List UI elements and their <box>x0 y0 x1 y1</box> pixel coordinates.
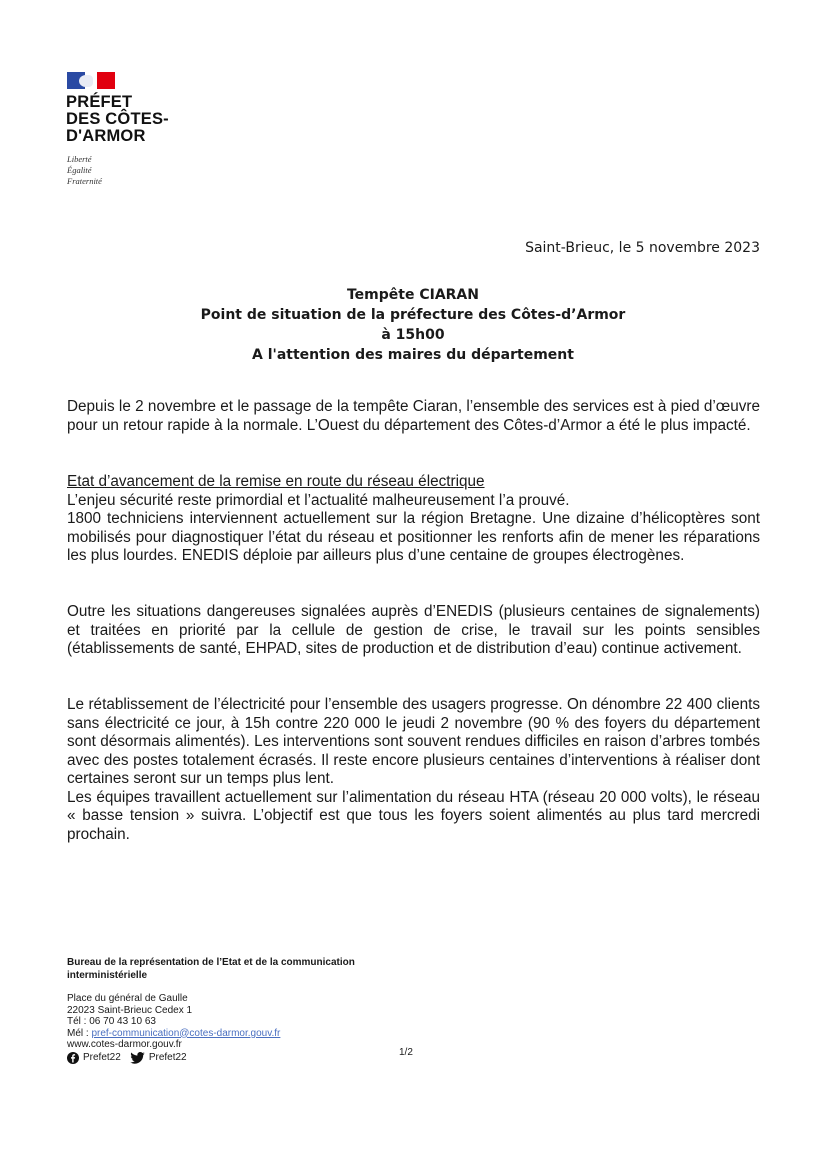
facebook-handle[interactable]: Prefet22 <box>83 1051 121 1063</box>
motto-line: Liberté <box>67 154 92 164</box>
twitter-icon[interactable] <box>130 1052 145 1064</box>
flag-red-band <box>97 72 115 89</box>
document-title <box>0 285 826 365</box>
document-date: Saint-Brieuc, le 5 novembre 2023 <box>525 240 760 256</box>
motto-line: Égalité <box>67 165 92 175</box>
email-line <box>67 1028 397 1040</box>
website-link[interactable]: www.cotes-darmor.gouv.fr <box>67 1039 182 1050</box>
paragraph-text: Les équipes travaillent actuellement sur l’alimentation du réseau HTA (réseau 20 000 volts), le réseau « basse tension » suivra. L’objectif est que tous les foyers soient alimentés au plus tard mercredi prochain. <box>67 788 760 843</box>
paragraph-sensitive-points <box>67 603 760 659</box>
section-paragraph: L’enjeu sécurité reste primordial et l’actualité malheureusement l’a prouvé. <box>67 491 570 509</box>
phone-number: Tél : 06 70 43 10 63 <box>67 1016 156 1027</box>
email-label: Mél : <box>67 1027 92 1039</box>
intro-text: Depuis le 2 novembre et le passage de la tempête Ciaran, l’ensemble des services est à pied d’œuvre pour un retour rapide à la normale. L’Ouest du département des Côtes-d’Armor a été le plus impacté. <box>67 398 760 434</box>
title-line: Point de situation de la préfecture des Côtes-d’Armor <box>200 307 626 323</box>
twitter-handle[interactable]: Prefet22 <box>148 1051 187 1063</box>
republic-motto <box>67 154 102 187</box>
contact-block <box>67 993 397 1064</box>
marianne-flag-logo <box>67 72 115 89</box>
title-line: à 15h00 <box>381 327 445 343</box>
bureau-name: Bureau de la représentation de l’Etat et de la communication interministérielle <box>67 957 355 981</box>
address-line: Place du général de Gaulle <box>67 993 188 1004</box>
section-heading: Etat d’avancement de la remise en route du réseau électrique <box>67 473 485 490</box>
email-link[interactable]: pref-communication@cotes-darmor.gouv.fr <box>91 1027 281 1039</box>
network-section <box>67 473 760 566</box>
paragraph-text: Le rétablissement de l’électricité pour l’ensemble des usagers progresse. On dénombre 22 400 clients sans électricité ce jour, à 15h contre 220 000 le jeudi 2 novembre (90 % des foyers du département sont désormais alimentés). Les interventions sont souvent rendues difficiles en raison d’arbres tombés avec des postes totalement écrasés. Il reste encore plusieurs centaines d’interventions à réaliser dont certaines seront sur un temps plus lent. <box>67 696 760 787</box>
prefecture-title-line: D'ARMOR <box>66 127 146 145</box>
intro-paragraph <box>67 398 760 435</box>
paragraph-text: Outre les situations dangereuses signalées auprès d’ENEDIS (plusieurs centaines de signalements) et traitées en priorité par la cellule de gestion de crise, le travail sur les points sensibles (établissements de santé, EHPAD, sites de production et de distribution d’eau) continue activement. <box>67 603 760 657</box>
prefecture-title-line: DES CÔTES- <box>66 110 169 128</box>
section-paragraph: 1800 techniciens interviennent actuellement sur la région Bretagne. Une dizaine d’hélicoptères sont mobilisés pour diagnostiquer l’état du réseau et positionner les renforts afin de mener les réparations les plus lourdes. ENEDIS déploie par ailleurs plus d’une centaine de groupes électrogènes. <box>67 510 760 564</box>
prefecture-title-line: PRÉFET <box>66 93 133 111</box>
paragraph-restoration <box>67 696 760 844</box>
address-line: 22023 Saint-Brieuc Cedex 1 <box>67 1004 193 1016</box>
facebook-icon[interactable] <box>67 1052 79 1064</box>
footer-contact <box>67 956 397 1064</box>
title-line: Tempête CIARAN <box>346 287 479 303</box>
title-line: A l'attention des maires du département <box>252 347 574 363</box>
flag-white-band <box>85 72 97 89</box>
prefecture-title <box>66 94 169 145</box>
social-links <box>67 1052 397 1064</box>
motto-line: Fraternité <box>67 176 102 186</box>
page-number: 1/2 <box>399 1047 413 1058</box>
